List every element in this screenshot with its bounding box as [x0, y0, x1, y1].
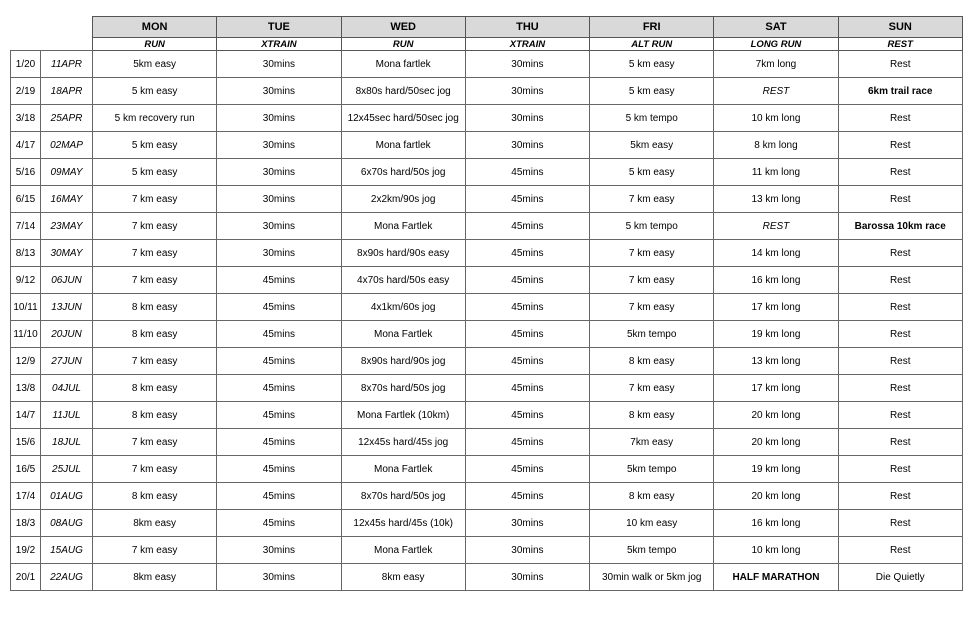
tue-cell: 45mins	[217, 294, 341, 321]
week-cell: 14/7	[11, 402, 41, 429]
sun-cell: Rest	[838, 510, 962, 537]
wed-cell: 8x80s hard/50sec jog	[341, 78, 465, 105]
mon-cell: 7 km easy	[93, 240, 217, 267]
fri-cell: 5km tempo	[590, 456, 714, 483]
thu-cell: 45mins	[465, 375, 589, 402]
week-cell: 11/10	[11, 321, 41, 348]
mon-cell: 8 km easy	[93, 483, 217, 510]
fri-cell: 7 km easy	[590, 186, 714, 213]
table-row	[11, 510, 963, 537]
day-header-sun: SUN	[838, 17, 962, 38]
thu-cell: 30mins	[465, 51, 589, 78]
fri-cell: 8 km easy	[590, 402, 714, 429]
wed-cell: Mona Fartlek	[341, 321, 465, 348]
sat-cell: REST	[714, 213, 838, 240]
fri-cell: 7 km easy	[590, 267, 714, 294]
type-header-row	[11, 38, 963, 51]
mon-cell: 7 km easy	[93, 348, 217, 375]
fri-cell: 30min walk or 5km jog	[590, 564, 714, 591]
sun-cell: Rest	[838, 348, 962, 375]
table-row	[11, 564, 963, 591]
mon-cell: 7 km easy	[93, 186, 217, 213]
mon-cell: 8km easy	[93, 564, 217, 591]
mon-cell: 7 km easy	[93, 267, 217, 294]
tue-cell: 30mins	[217, 51, 341, 78]
wed-cell: 4x70s hard/50s easy	[341, 267, 465, 294]
wed-cell: Mona Fartlek (10km)	[341, 402, 465, 429]
sat-cell: 13 km long	[714, 348, 838, 375]
week-cell: 13/8	[11, 375, 41, 402]
wed-cell: Mona Fartlek	[341, 456, 465, 483]
tue-cell: 30mins	[217, 159, 341, 186]
day-header-tue: TUE	[217, 17, 341, 38]
table-row	[11, 105, 963, 132]
mon-cell: 7 km easy	[93, 456, 217, 483]
sat-cell: 20 km long	[714, 402, 838, 429]
mon-cell: 5km easy	[93, 51, 217, 78]
sat-cell: 20 km long	[714, 429, 838, 456]
sat-cell: 17 km long	[714, 375, 838, 402]
wed-cell: 12x45s hard/45s jog	[341, 429, 465, 456]
mon-cell: 8km easy	[93, 510, 217, 537]
table-row	[11, 213, 963, 240]
tue-cell: 45mins	[217, 348, 341, 375]
sat-cell: 14 km long	[714, 240, 838, 267]
day-header-wed: WED	[341, 17, 465, 38]
sun-cell: Rest	[838, 186, 962, 213]
fri-cell: 8 km easy	[590, 348, 714, 375]
table-row	[11, 537, 963, 564]
date-cell: 20JUN	[41, 321, 93, 348]
tue-cell: 30mins	[217, 186, 341, 213]
mon-cell: 8 km easy	[93, 375, 217, 402]
date-cell: 27JUN	[41, 348, 93, 375]
table-row	[11, 186, 963, 213]
date-cell: 04JUL	[41, 375, 93, 402]
type-header-wed: RUN	[341, 38, 465, 51]
wed-cell: 8x70s hard/50s jog	[341, 375, 465, 402]
date-cell: 13JUN	[41, 294, 93, 321]
sun-cell: Rest	[838, 240, 962, 267]
thu-cell: 30mins	[465, 564, 589, 591]
sun-cell: Rest	[838, 375, 962, 402]
week-cell: 12/9	[11, 348, 41, 375]
table-row	[11, 321, 963, 348]
mon-cell: 7 km easy	[93, 429, 217, 456]
date-cell: 25JUL	[41, 456, 93, 483]
tue-cell: 30mins	[217, 564, 341, 591]
mon-cell: 8 km easy	[93, 321, 217, 348]
week-cell: 9/12	[11, 267, 41, 294]
week-cell: 3/18	[11, 105, 41, 132]
thu-cell: 45mins	[465, 348, 589, 375]
table-row	[11, 267, 963, 294]
table-row	[11, 456, 963, 483]
sun-cell: Rest	[838, 456, 962, 483]
fri-cell: 5km tempo	[590, 537, 714, 564]
week-cell: 15/6	[11, 429, 41, 456]
sun-cell: Rest	[838, 483, 962, 510]
mon-cell: 5 km easy	[93, 78, 217, 105]
date-cell: 02MAP	[41, 132, 93, 159]
sat-cell: 17 km long	[714, 294, 838, 321]
thu-cell: 45mins	[465, 186, 589, 213]
date-cell: 11JUL	[41, 402, 93, 429]
week-cell: 18/3	[11, 510, 41, 537]
fri-cell: 7 km easy	[590, 240, 714, 267]
thu-cell: 30mins	[465, 537, 589, 564]
thu-cell: 30mins	[465, 132, 589, 159]
sat-cell: 13 km long	[714, 186, 838, 213]
sun-cell: Rest	[838, 267, 962, 294]
wed-cell: 4x1km/60s jog	[341, 294, 465, 321]
sat-cell: 19 km long	[714, 456, 838, 483]
tue-cell: 30mins	[217, 537, 341, 564]
week-cell: 19/2	[11, 537, 41, 564]
date-cell: 18JUL	[41, 429, 93, 456]
fri-cell: 5 km tempo	[590, 213, 714, 240]
date-cell: 08AUG	[41, 510, 93, 537]
sat-cell: 16 km long	[714, 267, 838, 294]
wed-cell: 8x90s hard/90s easy	[341, 240, 465, 267]
thu-cell: 45mins	[465, 213, 589, 240]
fri-cell: 5 km easy	[590, 159, 714, 186]
thu-cell: 45mins	[465, 483, 589, 510]
fri-cell: 7 km easy	[590, 375, 714, 402]
table-row	[11, 429, 963, 456]
tue-cell: 45mins	[217, 267, 341, 294]
mon-cell: 7 km easy	[93, 537, 217, 564]
sat-cell: 7km long	[714, 51, 838, 78]
thu-cell: 30mins	[465, 78, 589, 105]
tue-cell: 30mins	[217, 132, 341, 159]
sun-cell: Rest	[838, 294, 962, 321]
tue-cell: 45mins	[217, 483, 341, 510]
week-cell: 17/4	[11, 483, 41, 510]
sun-cell: Rest	[838, 537, 962, 564]
fri-cell: 5km easy	[590, 132, 714, 159]
thu-cell: 45mins	[465, 321, 589, 348]
date-cell: 11APR	[41, 51, 93, 78]
fri-cell: 5 km easy	[590, 78, 714, 105]
type-header-thu: XTRAIN	[465, 38, 589, 51]
thu-cell: 30mins	[465, 510, 589, 537]
tue-cell: 30mins	[217, 78, 341, 105]
day-header-fri: FRI	[590, 17, 714, 38]
sun-cell: Rest	[838, 105, 962, 132]
sat-cell: HALF MARATHON	[714, 564, 838, 591]
wed-cell: 8x90s hard/90s jog	[341, 348, 465, 375]
sat-cell: 11 km long	[714, 159, 838, 186]
table-row	[11, 348, 963, 375]
wed-cell: Mona fartlek	[341, 51, 465, 78]
table-row	[11, 375, 963, 402]
fri-cell: 8 km easy	[590, 483, 714, 510]
thu-cell: 45mins	[465, 402, 589, 429]
sat-cell: 10 km long	[714, 537, 838, 564]
tue-cell: 30mins	[217, 240, 341, 267]
tue-cell: 45mins	[217, 402, 341, 429]
week-cell: 7/14	[11, 213, 41, 240]
wed-cell: 12x45s hard/45s (10k)	[341, 510, 465, 537]
mon-cell: 7 km easy	[93, 213, 217, 240]
week-cell: 8/13	[11, 240, 41, 267]
date-cell: 18APR	[41, 78, 93, 105]
date-cell: 06JUN	[41, 267, 93, 294]
wed-cell: 12x45sec hard/50sec jog	[341, 105, 465, 132]
sun-cell: Barossa 10km race	[838, 213, 962, 240]
fri-cell: 10 km easy	[590, 510, 714, 537]
table-row	[11, 159, 963, 186]
tue-cell: 45mins	[217, 510, 341, 537]
table-row	[11, 402, 963, 429]
day-header-mon: MON	[93, 17, 217, 38]
week-cell: 1/20	[11, 51, 41, 78]
sat-cell: 20 km long	[714, 483, 838, 510]
wed-cell: 8km easy	[341, 564, 465, 591]
week-cell: 16/5	[11, 456, 41, 483]
type-header-sun: REST	[838, 38, 962, 51]
tue-cell: 30mins	[217, 213, 341, 240]
fri-cell: 7km easy	[590, 429, 714, 456]
mon-cell: 8 km easy	[93, 294, 217, 321]
sun-cell: Rest	[838, 132, 962, 159]
week-cell: 20/1	[11, 564, 41, 591]
week-cell: 2/19	[11, 78, 41, 105]
fri-cell: 5km tempo	[590, 321, 714, 348]
sat-cell: REST	[714, 78, 838, 105]
date-cell: 30MAY	[41, 240, 93, 267]
sat-cell: 19 km long	[714, 321, 838, 348]
day-header-sat: SAT	[714, 17, 838, 38]
table-row	[11, 51, 963, 78]
wed-cell: Mona fartlek	[341, 132, 465, 159]
table-row	[11, 294, 963, 321]
table-row	[11, 240, 963, 267]
type-header-mon: RUN	[93, 38, 217, 51]
date-cell: 01AUG	[41, 483, 93, 510]
thu-cell: 30mins	[465, 105, 589, 132]
week-cell: 10/11	[11, 294, 41, 321]
date-cell: 16MAY	[41, 186, 93, 213]
sun-cell: Rest	[838, 159, 962, 186]
type-header-sat: LONG RUN	[714, 38, 838, 51]
sun-cell: 6km trail race	[838, 78, 962, 105]
wed-cell: Mona Fartlek	[341, 537, 465, 564]
type-header-fri: ALT RUN	[590, 38, 714, 51]
thu-cell: 45mins	[465, 267, 589, 294]
wed-cell: 8x70s hard/50s jog	[341, 483, 465, 510]
sun-cell: Rest	[838, 51, 962, 78]
date-cell: 09MAY	[41, 159, 93, 186]
fri-cell: 5 km tempo	[590, 105, 714, 132]
date-cell: 15AUG	[41, 537, 93, 564]
training-plan-table	[10, 16, 963, 591]
sun-cell: Rest	[838, 321, 962, 348]
thu-cell: 45mins	[465, 159, 589, 186]
tue-cell: 45mins	[217, 321, 341, 348]
sun-cell: Rest	[838, 429, 962, 456]
tue-cell: 45mins	[217, 456, 341, 483]
thu-cell: 45mins	[465, 240, 589, 267]
wed-cell: 2x2km/90s jog	[341, 186, 465, 213]
tue-cell: 45mins	[217, 375, 341, 402]
training-plan-body	[11, 51, 963, 591]
mon-cell: 5 km recovery run	[93, 105, 217, 132]
sun-cell: Rest	[838, 402, 962, 429]
sat-cell: 10 km long	[714, 105, 838, 132]
week-cell: 4/17	[11, 132, 41, 159]
date-cell: 22AUG	[41, 564, 93, 591]
sun-cell: Die Quietly	[838, 564, 962, 591]
day-header-row	[11, 17, 963, 38]
fri-cell: 7 km easy	[590, 294, 714, 321]
week-cell: 6/15	[11, 186, 41, 213]
date-cell: 25APR	[41, 105, 93, 132]
tue-cell: 45mins	[217, 429, 341, 456]
tue-cell: 30mins	[217, 105, 341, 132]
wed-cell: 6x70s hard/50s jog	[341, 159, 465, 186]
date-cell: 23MAY	[41, 213, 93, 240]
sat-cell: 16 km long	[714, 510, 838, 537]
mon-cell: 5 km easy	[93, 132, 217, 159]
table-row	[11, 132, 963, 159]
header-blank	[11, 17, 93, 38]
fri-cell: 5 km easy	[590, 51, 714, 78]
day-header-thu: THU	[465, 17, 589, 38]
table-row	[11, 78, 963, 105]
thu-cell: 45mins	[465, 429, 589, 456]
wed-cell: Mona Fartlek	[341, 213, 465, 240]
table-row	[11, 483, 963, 510]
sat-cell: 8 km long	[714, 132, 838, 159]
mon-cell: 8 km easy	[93, 402, 217, 429]
thu-cell: 45mins	[465, 456, 589, 483]
week-cell: 5/16	[11, 159, 41, 186]
header-blank	[11, 38, 93, 51]
mon-cell: 5 km easy	[93, 159, 217, 186]
thu-cell: 45mins	[465, 294, 589, 321]
type-header-tue: XTRAIN	[217, 38, 341, 51]
